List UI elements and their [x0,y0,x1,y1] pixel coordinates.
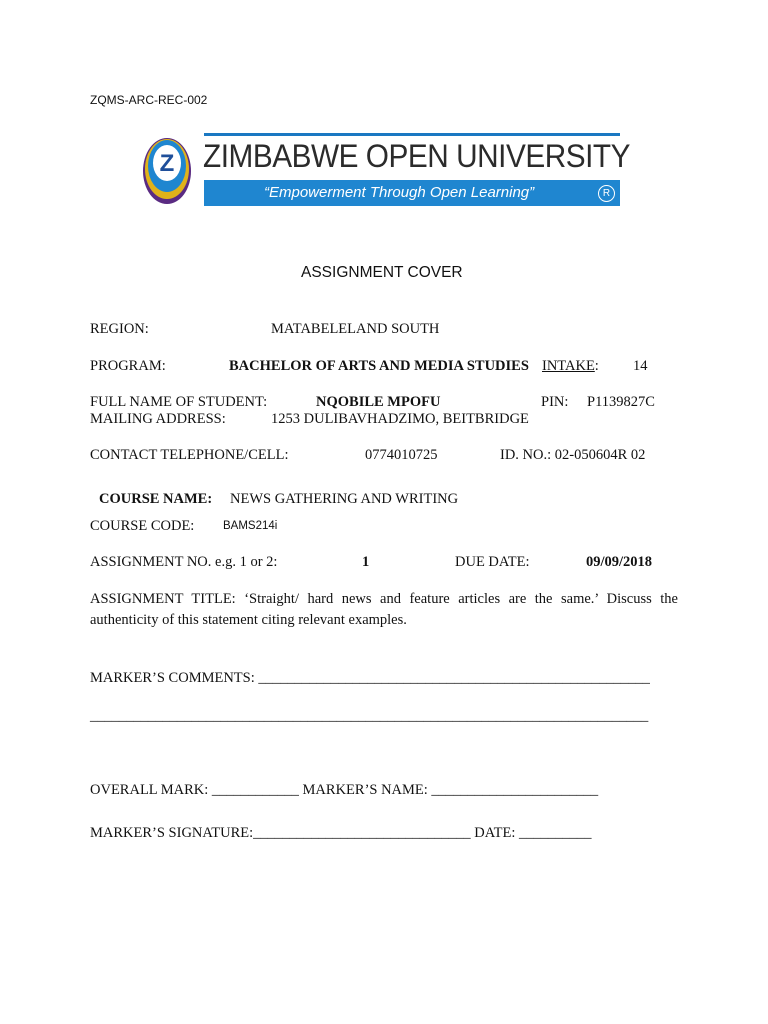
registered-mark-icon: R [598,185,615,202]
intake-colon: : [594,358,599,374]
student-name-value: NQOBILE MPOFU [316,394,441,410]
due-date-value: 09/09/2018 [586,554,653,570]
region-value: MATABELELAND SOUTH [271,321,440,337]
due-date-label: DUE DATE: [455,554,530,570]
marker-comments-line: MARKER’S COMMENTS: ______________________________________________________ [90,670,650,686]
course-name-value: NEWS GATHERING AND WRITING [230,491,459,507]
course-name-label: COURSE NAME: [99,491,213,507]
document-code: ZQMS-ARC-REC-002 [90,93,208,107]
assignment-number-value: 1 [362,554,370,570]
course-code-value: BAMS214i [223,520,278,532]
university-emblem-icon [142,133,192,205]
course-code-label: COURSE CODE: [90,518,195,534]
marker-signature-line: MARKER’S SIGNATURE:______________________________ DATE: __________ [90,825,592,841]
mailing-address-value: 1253 DULIBAVHADZIMO, BEITBRIDGE [271,411,529,427]
mailing-address-label: MAILING ADDRESS: [90,411,226,427]
pin-label: PIN: [541,394,569,410]
id-number: ID. NO.: 02-050604R 02 [500,447,646,463]
logo-top-rule [204,133,620,136]
emblem-letter: Z [159,150,175,177]
program-label: PROGRAM: [90,358,166,374]
intake-field [542,358,599,375]
region-label: REGION: [90,321,149,337]
phone-value: 0774010725 [365,447,438,463]
program-value: BACHELOR OF ARTS AND MEDIA STUDIES [229,358,529,374]
marker-comments-continuation: _____________________________________________________________________________ [90,708,649,724]
form-title: ASSIGNMENT COVER [301,264,463,281]
assignment-number-label: ASSIGNMENT NO. e.g. 1 or 2: [90,554,278,570]
assignment-title-line-2: authenticity of this statement citing relevant examples. [90,612,407,628]
phone-label: CONTACT TELEPHONE/CELL: [90,447,289,463]
overall-mark-line: OVERALL MARK: ____________ MARKER’S NAME: _______________________ [90,782,599,798]
pin-value: P1139827C [587,394,655,410]
intake-value: 14 [633,358,648,374]
university-slogan: “Empowerment Through Open Learning” [264,184,535,201]
university-name: ZIMBABWE OPEN UNIVERSITY [203,138,631,174]
assignment-title-line-1: ASSIGNMENT TITLE: ‘Straight/ hard news and feature articles are the same.’ Discuss the [90,591,678,607]
student-name-label: FULL NAME OF STUDENT: [90,394,268,410]
intake-label: INTAKE [542,358,595,374]
